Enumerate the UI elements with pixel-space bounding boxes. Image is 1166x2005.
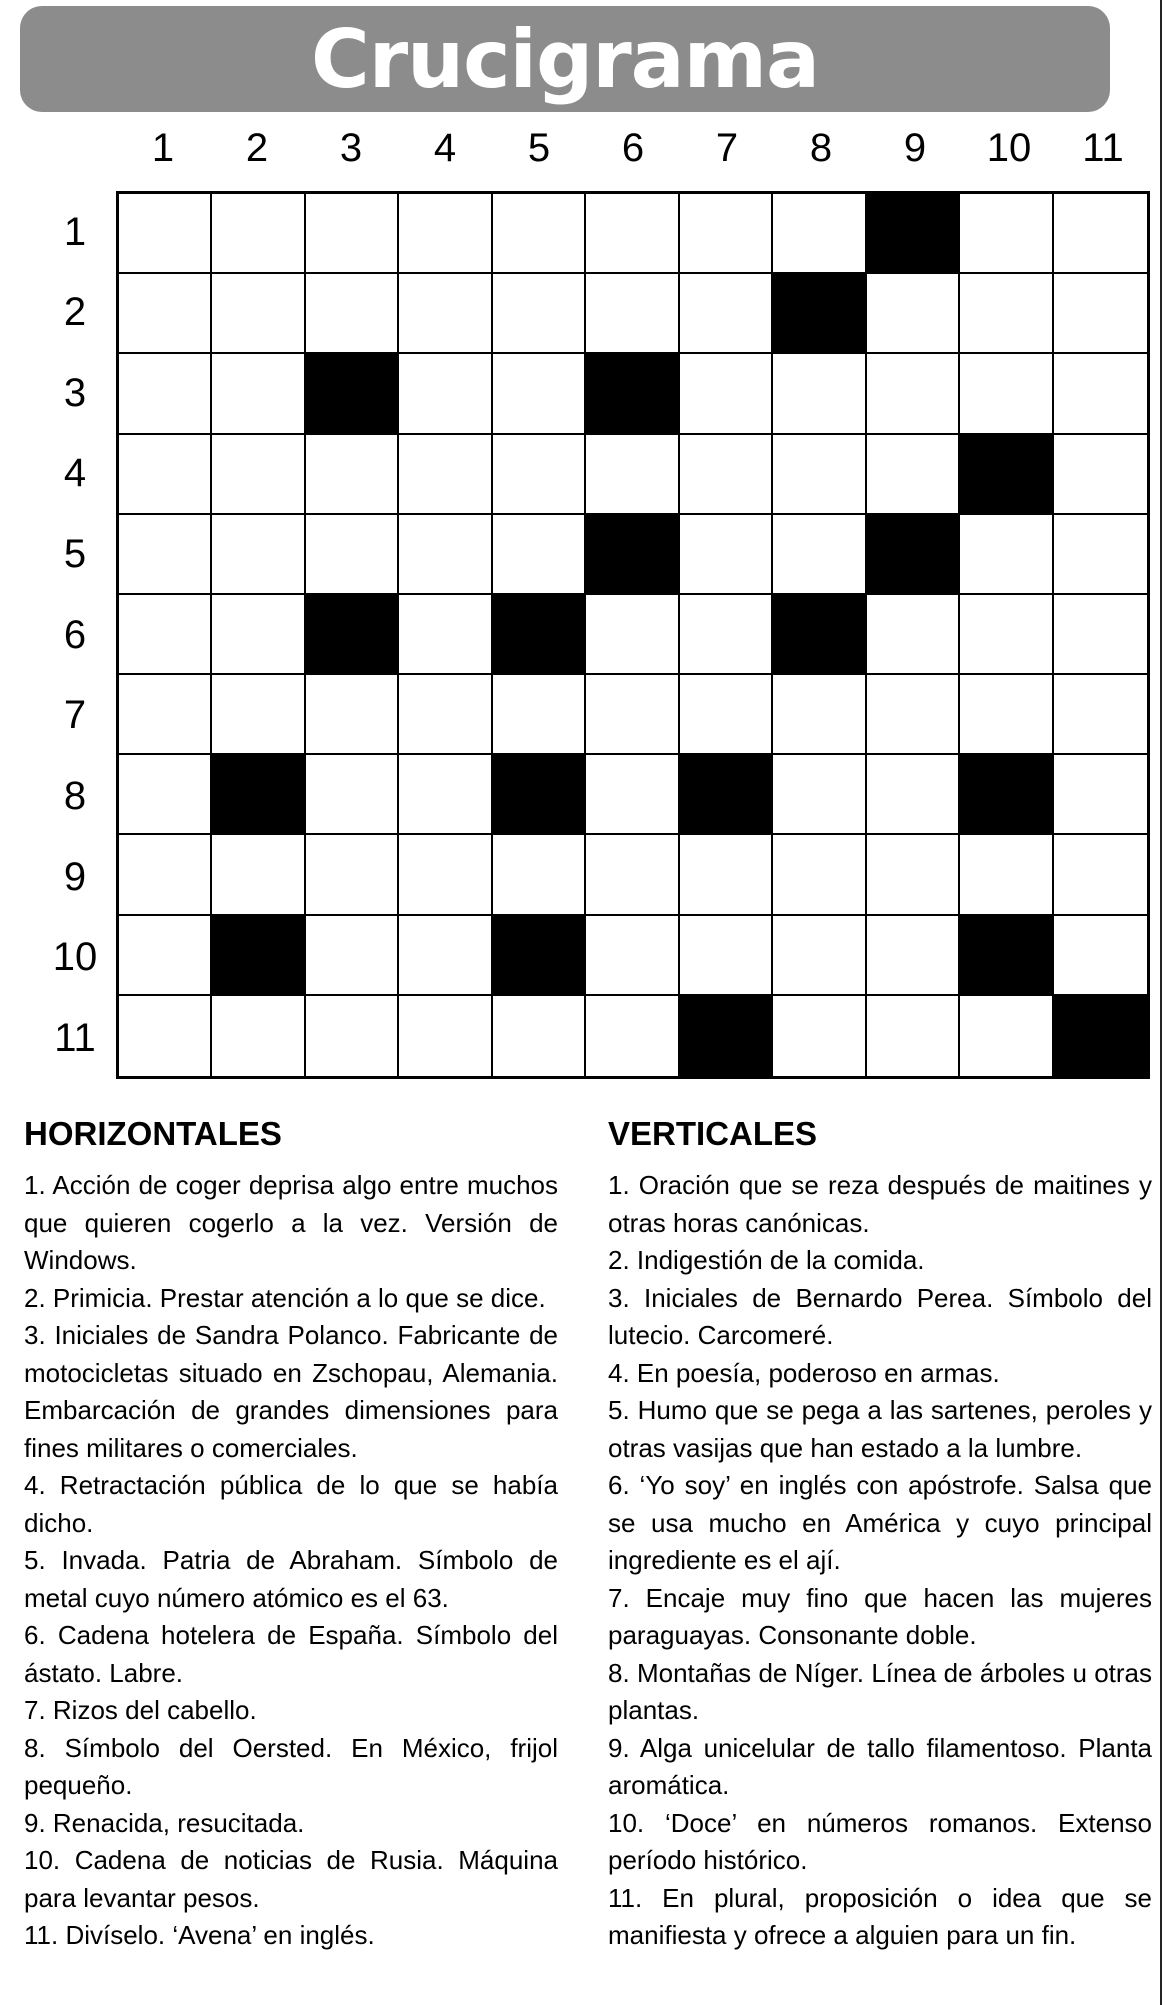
grid-cell[interactable]	[680, 274, 773, 354]
grid-cell[interactable]	[586, 274, 679, 354]
clue-vertical: 4. En poesía, poderoso en armas.	[608, 1357, 1000, 1388]
column-number: 3	[339, 126, 363, 170]
clue-horizontal: 10. Cadena de noticias de Rusia. Máquina para levantar pesos.	[24, 1845, 558, 1913]
clue-horizontal: 7. Rizos del cabello.	[24, 1695, 257, 1725]
black-square	[212, 755, 305, 835]
column-number: 4	[433, 126, 457, 170]
grid-cell[interactable]	[680, 835, 773, 915]
grid-cell[interactable]	[867, 755, 960, 835]
row-number: 6	[63, 613, 87, 657]
grid-cell[interactable]	[586, 194, 679, 274]
grid-cell[interactable]	[119, 354, 212, 434]
black-square	[586, 354, 679, 434]
grid-cell[interactable]	[960, 835, 1053, 915]
grid-cell[interactable]	[586, 755, 679, 835]
clue-horizontal: 4. Retractación pública de lo que se había dicho.	[24, 1470, 558, 1538]
clue-vertical: 11. En plural, proposición o idea que se manifiesta y ofrece a alguien para un fin.	[608, 1882, 1152, 1950]
black-square	[960, 916, 1053, 996]
grid-cell[interactable]	[306, 274, 399, 354]
grid-cell[interactable]	[960, 996, 1053, 1076]
black-square	[960, 755, 1053, 835]
grid-cell[interactable]	[586, 595, 679, 675]
column-number: 10	[986, 126, 1032, 170]
black-square	[586, 515, 679, 595]
horizontales-heading: HORIZONTALES	[24, 1115, 282, 1152]
grid-cell[interactable]	[306, 916, 399, 996]
crossword-grid	[116, 191, 1150, 1079]
grid-cell[interactable]	[399, 996, 492, 1076]
grid-cell[interactable]	[867, 835, 960, 915]
grid-cell[interactable]	[119, 194, 212, 274]
grid-cell[interactable]	[493, 435, 586, 515]
clue-horizontal: 5. Invada. Patria de Abraham. Símbolo de metal cuyo número atómico es el 63.	[24, 1545, 558, 1613]
grid-cell[interactable]	[119, 916, 212, 996]
page-title: Crucigrama	[310, 12, 819, 106]
grid-cell[interactable]	[586, 675, 679, 755]
row-number: 7	[63, 693, 87, 737]
grid-cell[interactable]	[399, 916, 492, 996]
grid-cell[interactable]	[306, 755, 399, 835]
grid-cell[interactable]	[212, 515, 305, 595]
grid-cell[interactable]	[867, 274, 960, 354]
row-number: 4	[63, 451, 87, 495]
grid-cell[interactable]	[306, 435, 399, 515]
grid-cell[interactable]	[306, 835, 399, 915]
column-number: 9	[903, 126, 927, 170]
black-square	[212, 916, 305, 996]
black-square	[960, 435, 1053, 515]
grid-cell[interactable]	[119, 996, 212, 1076]
grid-cell[interactable]	[212, 435, 305, 515]
grid-cell[interactable]	[119, 515, 212, 595]
column-number: 11	[1082, 126, 1124, 170]
grid-cell[interactable]	[586, 835, 679, 915]
clue-vertical: 10. ‘Doce’ en números romanos. Extenso período histórico.	[608, 1807, 1152, 1875]
clue-vertical: 2. Indigestión de la comida.	[608, 1245, 925, 1275]
column-number: 8	[809, 126, 833, 170]
grid-cell[interactable]	[399, 755, 492, 835]
row-number: 3	[63, 371, 87, 415]
black-square	[493, 916, 586, 996]
grid-cell[interactable]	[1054, 755, 1147, 835]
page-edge-line	[1160, 0, 1162, 2005]
grid-cell[interactable]	[306, 194, 399, 274]
grid-cell[interactable]	[773, 675, 866, 755]
grid-cell[interactable]	[960, 194, 1053, 274]
grid-cell[interactable]	[399, 354, 492, 434]
grid-cell[interactable]	[773, 996, 866, 1076]
grid-cell[interactable]	[680, 595, 773, 675]
grid-cell[interactable]	[1054, 435, 1147, 515]
grid-cell[interactable]	[867, 675, 960, 755]
grid-cell[interactable]	[119, 755, 212, 835]
verticales-heading: VERTICALES	[608, 1115, 818, 1152]
clue-vertical: 5. Humo que se pega a las sartenes, peroles y otras vasijas que han estado a la lumbre.	[608, 1395, 1152, 1463]
grid-cell[interactable]	[306, 996, 399, 1076]
grid-cell[interactable]	[119, 595, 212, 675]
grid-cell[interactable]	[960, 354, 1053, 434]
black-square	[867, 194, 960, 274]
grid-cell[interactable]	[212, 354, 305, 434]
clue-horizontal: 3. Iniciales de Sandra Polanco. Fabricante de motocicletas situado en Zschopau, Alemania. Embarcación de grandes dimensiones para fines militares o comerciales.	[24, 1320, 558, 1463]
grid-cell[interactable]	[1054, 274, 1147, 354]
grid-cell[interactable]	[1054, 194, 1147, 274]
grid-cell[interactable]	[399, 595, 492, 675]
grid-cell[interactable]	[680, 916, 773, 996]
grid-cell[interactable]	[212, 274, 305, 354]
grid-cell[interactable]	[212, 835, 305, 915]
grid-cell[interactable]	[119, 835, 212, 915]
grid-cell[interactable]	[399, 675, 492, 755]
grid-cell[interactable]	[119, 675, 212, 755]
clue-horizontal: 2. Primicia. Prestar atención a lo que se dice.	[24, 1282, 546, 1313]
clue-vertical: 3. Iniciales de Bernardo Perea. Símbolo del lutecio. Carcomeré.	[608, 1282, 1152, 1350]
row-number: 1	[63, 210, 87, 254]
grid-cell[interactable]	[493, 194, 586, 274]
column-number: 1	[151, 126, 175, 170]
grid-cell[interactable]	[1054, 595, 1147, 675]
grid-cell[interactable]	[399, 274, 492, 354]
black-square	[773, 595, 866, 675]
grid-cell[interactable]	[773, 515, 866, 595]
grid-cell[interactable]	[119, 435, 212, 515]
grid-cell[interactable]	[867, 435, 960, 515]
grid-cell[interactable]	[867, 354, 960, 434]
grid-cell[interactable]	[1054, 354, 1147, 434]
clue-horizontal: 8. Símbolo del Oersted. En México, frijol pequeño.	[24, 1732, 558, 1800]
black-square	[1054, 996, 1147, 1076]
grid-cell[interactable]	[1054, 675, 1147, 755]
clue-horizontal: 11. Divíselo. ‘Avena’ en inglés.	[24, 1920, 375, 1950]
grid-cell[interactable]	[773, 916, 866, 996]
grid-cell[interactable]	[493, 996, 586, 1076]
grid-cell[interactable]	[773, 194, 866, 274]
row-number: 2	[63, 290, 87, 334]
clues-horizontales	[24, 1115, 558, 1955]
black-square	[306, 354, 399, 434]
grid-cell[interactable]	[586, 435, 679, 515]
clues-verticales	[608, 1115, 1152, 1955]
clue-horizontal: 6. Cadena hotelera de España. Símbolo del ástato. Labre.	[24, 1620, 558, 1688]
grid-cell[interactable]	[212, 996, 305, 1076]
row-number: 10	[52, 935, 98, 979]
grid-cell[interactable]	[399, 835, 492, 915]
column-number: 7	[715, 126, 739, 170]
column-number: 2	[245, 126, 269, 170]
grid-cell[interactable]	[680, 675, 773, 755]
grid-cell[interactable]	[212, 194, 305, 274]
clue-horizontal: 9. Renacida, resucitada.	[24, 1807, 305, 1838]
black-square	[306, 595, 399, 675]
black-square	[680, 996, 773, 1076]
grid-cell[interactable]	[212, 675, 305, 755]
grid-cell[interactable]	[586, 916, 679, 996]
row-number: 11	[54, 1016, 96, 1060]
clue-vertical: 8. Montañas de Níger. Línea de árboles u otras plantas.	[608, 1657, 1152, 1725]
row-number: 8	[63, 774, 87, 818]
grid-cell[interactable]	[119, 274, 212, 354]
grid-cell[interactable]	[680, 435, 773, 515]
row-number: 9	[63, 855, 87, 899]
grid-cell[interactable]	[1054, 916, 1147, 996]
black-square	[867, 515, 960, 595]
column-number: 6	[621, 126, 645, 170]
grid-cell[interactable]	[399, 515, 492, 595]
clue-vertical: 7. Encaje muy fino que hacen las mujeres paraguayas. Consonante doble.	[608, 1582, 1152, 1650]
grid-cell[interactable]	[960, 515, 1053, 595]
grid-cell[interactable]	[493, 835, 586, 915]
black-square	[773, 274, 866, 354]
grid-cell[interactable]	[493, 354, 586, 434]
grid-cell[interactable]	[773, 354, 866, 434]
column-number: 5	[527, 126, 551, 170]
grid-cell[interactable]	[867, 996, 960, 1076]
grid-cell[interactable]	[960, 595, 1053, 675]
grid-cell[interactable]	[1054, 835, 1147, 915]
grid-cell[interactable]	[680, 515, 773, 595]
grid-cell[interactable]	[306, 675, 399, 755]
grid-cell[interactable]	[867, 595, 960, 675]
grid-cell[interactable]	[212, 595, 305, 675]
grid-cell[interactable]	[960, 675, 1053, 755]
grid-cell[interactable]	[867, 916, 960, 996]
grid-cell[interactable]	[493, 274, 586, 354]
title-banner	[20, 6, 1110, 112]
grid-cell[interactable]	[306, 515, 399, 595]
clue-vertical: 1. Oración que se reza después de maitines y otras horas canónicas.	[608, 1170, 1152, 1238]
grid-cell[interactable]	[773, 835, 866, 915]
black-square	[680, 755, 773, 835]
grid-cell[interactable]	[680, 194, 773, 274]
grid-cell[interactable]	[773, 435, 866, 515]
grid-cell[interactable]	[493, 675, 586, 755]
clue-horizontal: 1. Acción de coger deprisa algo entre muchos que quieren cogerlo a la vez. Versión de Windows.	[24, 1170, 558, 1275]
grid-cell[interactable]	[399, 194, 492, 274]
grid-cell[interactable]	[493, 515, 586, 595]
grid-cell[interactable]	[1054, 515, 1147, 595]
black-square	[493, 595, 586, 675]
grid-cell[interactable]	[680, 354, 773, 434]
row-number: 5	[63, 532, 87, 576]
clue-vertical: 6. ‘Yo soy’ en inglés con apóstrofe. Salsa que se usa mucho en América y cuyo principal ingrediente es el ají.	[608, 1470, 1152, 1575]
grid-cell[interactable]	[399, 435, 492, 515]
grid-cell[interactable]	[960, 274, 1053, 354]
grid-cell[interactable]	[773, 755, 866, 835]
black-square	[493, 755, 586, 835]
grid-cell[interactable]	[586, 996, 679, 1076]
clue-vertical: 9. Alga unicelular de tallo filamentoso. Planta aromática.	[608, 1732, 1152, 1800]
